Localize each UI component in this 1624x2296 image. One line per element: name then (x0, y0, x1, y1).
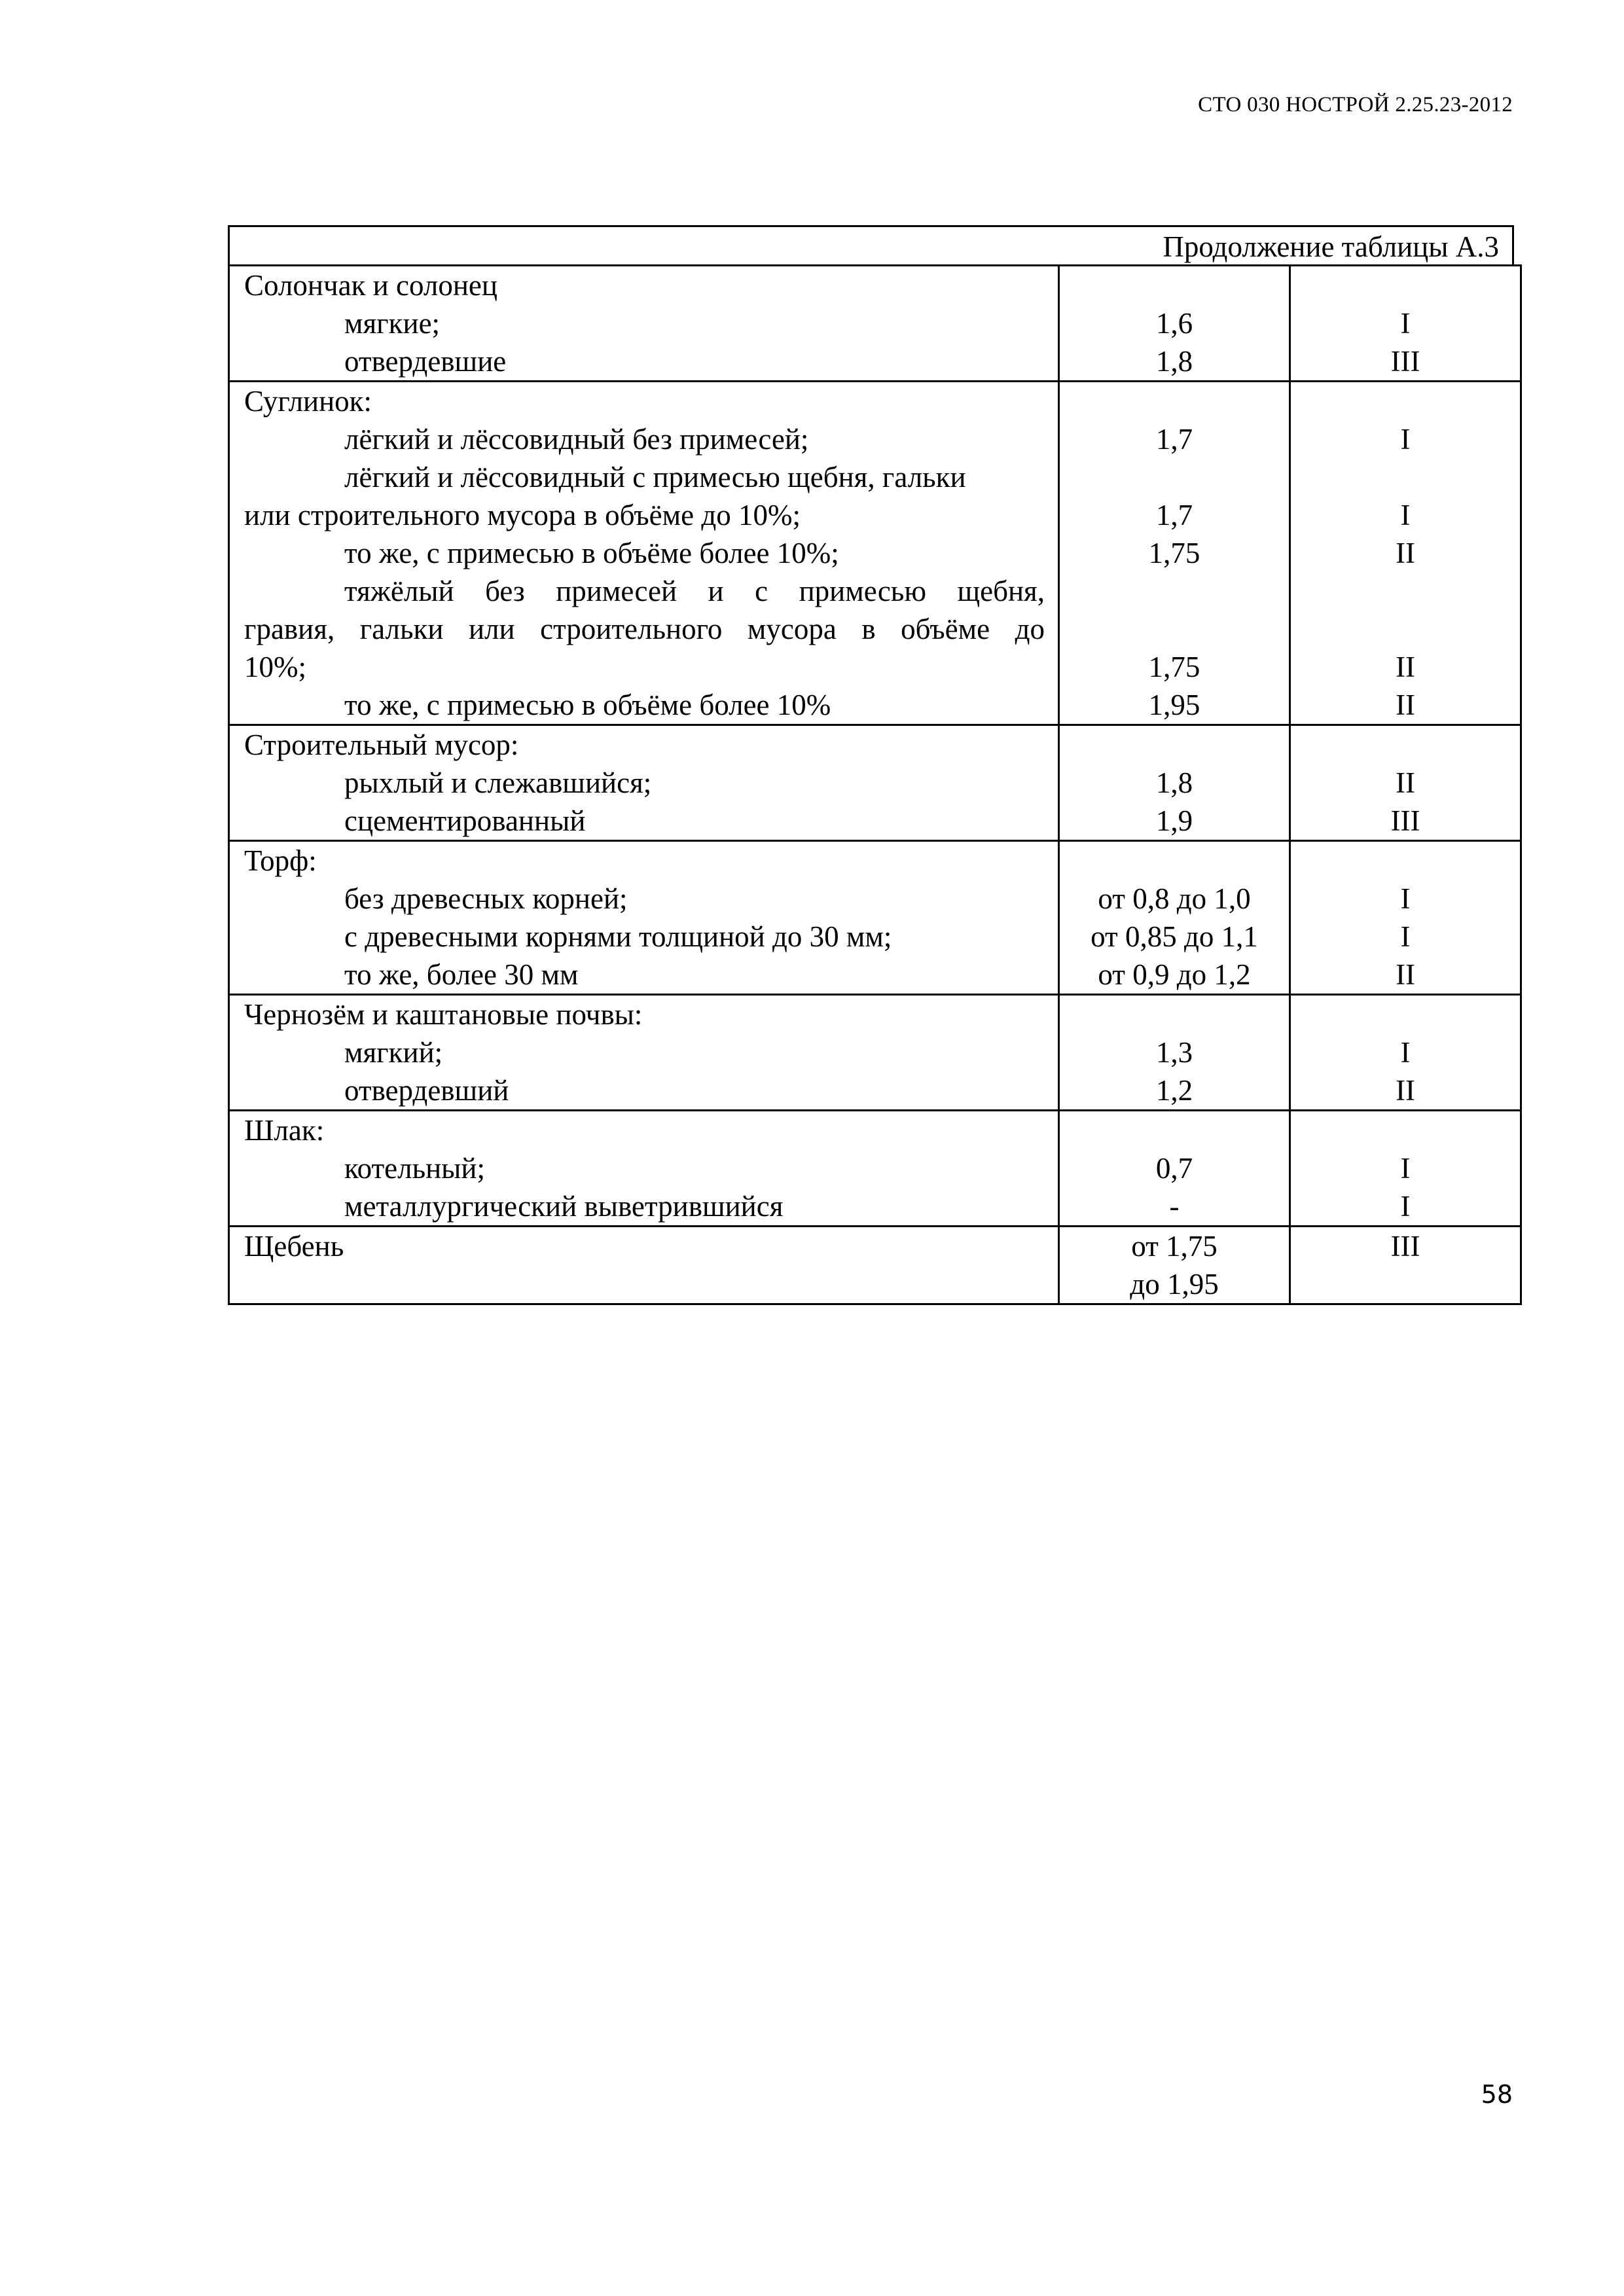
density-value: - (1169, 1190, 1180, 1223)
density-value: от 0,9 до 1,2 (1098, 958, 1251, 991)
soil-subtype: с древесными корнями толщиной до 30 мм; (344, 920, 892, 953)
category-value: III (1390, 1230, 1420, 1263)
category-value (1291, 572, 1520, 610)
density-value (1060, 572, 1289, 610)
density-value: 1,9 (1155, 804, 1193, 837)
density-value: 1,7 (1155, 499, 1193, 531)
category-value: I (1400, 423, 1411, 456)
category-value (1291, 726, 1520, 764)
category-cell (1290, 1111, 1521, 1227)
soil-subtype: то же, более 30 мм (344, 958, 579, 991)
table-continuation-caption: Продолжение таблицы А.3 (228, 225, 1514, 266)
density-value: от 0,85 до 1,1 (1091, 920, 1258, 953)
group-heading: Суглинок: (244, 385, 372, 418)
category-value: I (1400, 499, 1411, 531)
density-cell (1059, 1227, 1290, 1304)
soil-subtype-continuation: 10%; (244, 651, 306, 683)
density-value: 1,75 (1148, 651, 1200, 683)
density-value: до 1,95 (1130, 1268, 1219, 1300)
density-value (1060, 610, 1289, 648)
density-value: 1,6 (1155, 307, 1193, 340)
category-value: II (1396, 766, 1415, 799)
density-value (1060, 458, 1289, 496)
category-value: I (1400, 307, 1411, 340)
soil-subtype: без древесных корней; (344, 882, 628, 915)
table-row (229, 382, 1521, 725)
category-cell (1290, 382, 1521, 725)
soil-subtype: сцементированный (344, 804, 586, 837)
soil-subtype: металлургический выветрившийся (344, 1190, 784, 1223)
soil-subtype-continuation: гравия, гальки или строительного мусора в объёме до (244, 613, 1045, 645)
density-value (1060, 842, 1289, 880)
soil-subtype: то же, с примесью в объёме более 10%; (344, 537, 839, 569)
density-cell (1059, 995, 1290, 1111)
table-row (229, 266, 1521, 382)
category-value: I (1400, 1190, 1411, 1223)
category-cell (1290, 841, 1521, 995)
table-row (229, 841, 1521, 995)
page-number: 58 (1481, 2080, 1513, 2109)
category-value (1291, 610, 1520, 648)
density-value: 1,3 (1155, 1036, 1193, 1069)
category-value (1291, 266, 1520, 304)
category-cell (1290, 1227, 1521, 1304)
density-value: от 0,8 до 1,0 (1098, 882, 1251, 915)
table-row (229, 1227, 1521, 1304)
category-value: II (1396, 958, 1415, 991)
table-row (229, 995, 1521, 1111)
category-value: III (1390, 345, 1420, 378)
soil-subtype: мягкие; (344, 307, 441, 340)
category-value: III (1390, 804, 1420, 837)
soil-subtype-continuation: или строительного мусора в объёме до 10%; (244, 499, 801, 531)
soil-subtype: рыхлый и слежавшийся; (344, 766, 652, 799)
category-value: I (1400, 882, 1411, 915)
category-value (1291, 1111, 1520, 1149)
soil-subtype: отвердевший (344, 1074, 509, 1107)
soil-subtype: котельный; (344, 1152, 486, 1185)
density-value: 1,2 (1155, 1074, 1193, 1107)
soil-subtype: тяжёлый без примесей и с примесью щебня, (344, 575, 1045, 607)
group-heading: Солончак и солонец (244, 269, 497, 302)
group-heading: Торф: (244, 844, 317, 877)
soil-name-cell (229, 1111, 1059, 1227)
category-value: I (1400, 1152, 1411, 1185)
density-value: 1,95 (1148, 689, 1200, 721)
density-value: 0,7 (1155, 1152, 1193, 1185)
density-value (1060, 996, 1289, 1033)
density-value (1060, 382, 1289, 420)
group-heading: Строительный мусор: (244, 728, 519, 761)
density-value (1060, 266, 1289, 304)
density-cell (1059, 841, 1290, 995)
category-value (1291, 458, 1520, 496)
soil-name-cell (229, 995, 1059, 1111)
category-value: I (1400, 1036, 1411, 1069)
density-cell (1059, 725, 1290, 841)
soil-subtype: отвердевшие (344, 345, 507, 378)
density-cell (1059, 266, 1290, 382)
category-value (1291, 382, 1520, 420)
soil-density-table (228, 264, 1522, 1305)
soil-name-cell (229, 1227, 1059, 1304)
table-row (229, 1111, 1521, 1227)
soil-name-cell (229, 841, 1059, 995)
group-heading: Шлак: (244, 1114, 325, 1147)
category-cell (1290, 725, 1521, 841)
density-value (1060, 1111, 1289, 1149)
density-cell (1059, 382, 1290, 725)
density-value: 1,7 (1155, 423, 1193, 456)
soil-subtype (230, 1265, 1058, 1303)
category-value: I (1400, 920, 1411, 953)
soil-subtype: то же, с примесью в объёме более 10% (344, 689, 831, 721)
density-value (1060, 726, 1289, 764)
document-code: СТО 030 НОСТРОЙ 2.25.23-2012 (1198, 93, 1513, 117)
category-value: II (1396, 1074, 1415, 1107)
table-row (229, 725, 1521, 841)
density-value: от 1,75 (1131, 1230, 1218, 1263)
category-value: II (1396, 537, 1415, 569)
density-value: 1,8 (1155, 345, 1193, 378)
category-value (1291, 996, 1520, 1033)
category-cell (1290, 266, 1521, 382)
soil-subtype: мягкий; (344, 1036, 443, 1069)
category-value (1291, 842, 1520, 880)
soil-name-cell (229, 725, 1059, 841)
group-heading: Щебень (244, 1230, 344, 1263)
density-cell (1059, 1111, 1290, 1227)
density-value: 1,8 (1155, 766, 1193, 799)
soil-subtype: лёгкий и лёссовидный с примесью щебня, гальки (344, 461, 966, 493)
category-value: II (1396, 651, 1415, 683)
soil-table-body (229, 266, 1521, 1304)
soil-name-cell (229, 382, 1059, 725)
category-value: II (1396, 689, 1415, 721)
group-heading: Чернозём и каштановые почвы: (244, 998, 643, 1031)
soil-name-cell (229, 266, 1059, 382)
category-cell (1290, 995, 1521, 1111)
density-value: 1,75 (1148, 537, 1200, 569)
soil-subtype: лёгкий и лёссовидный без примесей; (344, 423, 809, 456)
category-value (1291, 1265, 1520, 1303)
